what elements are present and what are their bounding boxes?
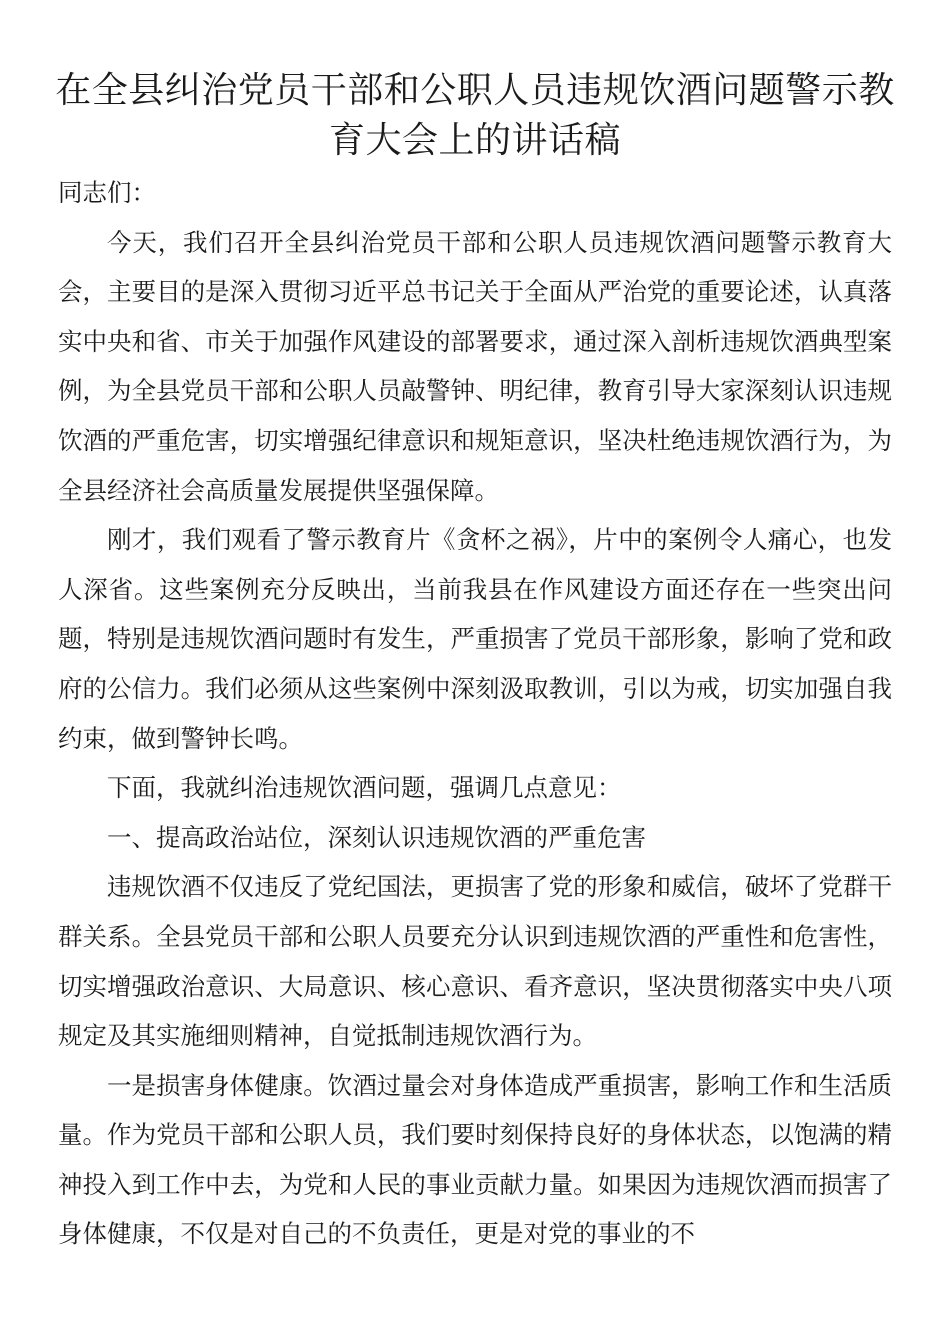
paragraph-opening: 今天，我们召开全县纠治党员干部和公职人员违规饮酒问题警示教育大会，主要目的是深入贯彻习近平总书记关于全面从严治党的重要论述，认真落实中央和省、市关于加强作风建设的部署要求，通过深入剖析违规饮酒典型案例，为全县党员干部和公职人员敲警钟、明纪律，教育引导大家深刻认识违规饮酒的严重危害，切实增强纪律意识和规矩意识，坚决杜绝违规饮酒行为，为全县经济社会高质量发展提供坚强保障。 (58, 227, 892, 505)
salutation: 同志们： (58, 178, 156, 207)
paragraph-health: 一是损害身体健康。饮酒过量会对身体造成严重损害，影响工作和生活质量。作为党员干部和公职人员，我们要时刻保持良好的身体状态，以饱满的精神投入到工作中去，为党和人民的事业贡献力量。如果因为违规饮酒而损害了身体健康，不仅是对自己的不负责任，更是对党的事业的不 (58, 1070, 892, 1249)
document-title: 在全县纠治党员干部和公职人员违规饮酒问题警示教育大会上的讲话稿 (55, 70, 895, 161)
paragraph-intro-points: 下面，我就纠治违规饮酒问题，强调几点意见： (107, 773, 622, 803)
paragraph-section-1: 违规饮酒不仅违反了党纪国法，更损害了党的形象和威信，破坏了党群干群关系。全县党员干部和公职人员要充分认识到违规饮酒的严重性和危害性，切实增强政治意识、大局意识、核心意识、看齐意识，坚决贯彻落实中央八项规定及其实施细则精神，自觉抵制违规饮酒行为。 (58, 872, 892, 1051)
paragraph-warning-film: 刚才，我们观看了警示教育片《贪杯之祸》，片中的案例令人痛心，也发人深省。这些案例充分反映出，当前我县在作风建设方面还存在一些突出问题，特别是违规饮酒问题时有发生，严重损害了党员干部形象，影响了党和政府的公信力。我们必须从这些案例中深刻汲取教训，引以为戒，切实加强自我约束，做到警钟长鸣。 (58, 525, 892, 753)
document-body (58, 168, 892, 1259)
section-heading-1: 一、提高政治站位，深刻认识违规饮酒的严重危害 (107, 822, 646, 852)
